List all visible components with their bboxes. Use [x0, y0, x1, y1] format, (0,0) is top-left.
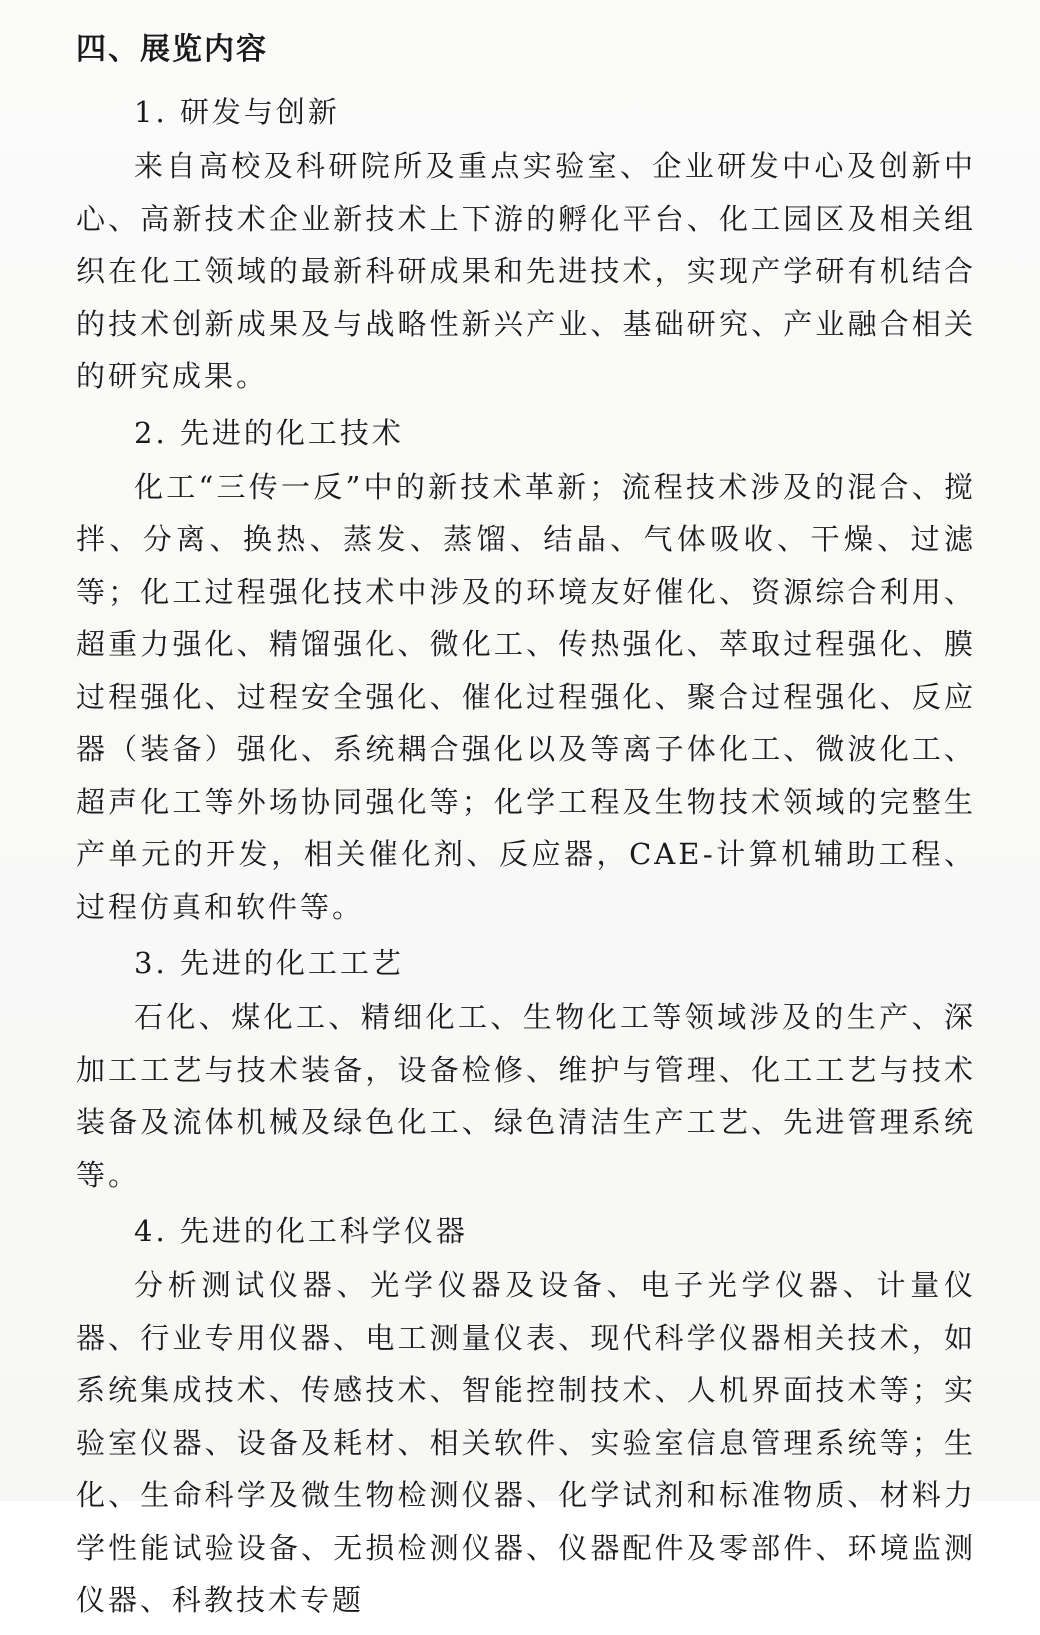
item-title-4: 4. 先进的化工科学仪器 — [134, 1214, 468, 1248]
item-body-4: 分析测试仪器、光学仪器及设备、电子光学仪器、计量仪器、行业专用仪器、电工测量仪表、现代科学仪器相关技术，如系统集成技术、传感技术、智能控制技术、人机界面技术等；实验室仪器、设备及耗材、相关软件、实验室信息管理系统等；生化、生命科学及微生物检测仪器、化学试剂和标准物质、材料力学性能试验设备、无损检测仪器、仪器配件及零部件、环境监测仪器、科教技术专题 — [76, 1268, 976, 1617]
item-title-2: 2. 先进的化工技术 — [134, 415, 404, 450]
item-title-1: 1. 研发与创新 — [134, 95, 340, 129]
item-title-3: 3. 先进的化工工艺 — [134, 946, 404, 980]
item-body-3: 石化、煤化工、精细化工、生物化工等领域涉及的生产、深加工工艺与技术装备，设备检修、维护与管理、化工工艺与技术装备及流体机械及绿色化工、绿色清洁生产工艺、先进管理系统等。 — [76, 1000, 976, 1192]
item-body-1: 来自高校及科研院所及重点实验室、企业研发中心及创新中心、高新技术企业新技术上下游的孵化平台、化工园区及相关组织在化工领域的最新科研成果和先进技术，实现产学研有机结合的技术创新成果及与战略性新兴产业、基础研究、产业融合相关的研究成果。 — [76, 149, 976, 393]
document-content — [76, 28, 976, 1635]
section-title: 四、展览内容 — [76, 32, 268, 67]
item-body-2: 化工“三传一反”中的新技术革新；流程技术涉及的混合、搅拌、分离、换热、蒸发、蒸馏、结晶、气体吸收、干燥、过滤等；化工过程强化技术中涉及的环境友好催化、资源综合利用、超重力强化、精馏强化、微化工、传热强化、萃取过程强化、膜过程强化、过程安全强化、催化过程强化、聚合过程强化、反应器（装备）强化、系统耦合强化以及等离子体化工、微波化工、超声化工等外场协同强化等；化学工程及生物技术领域的完整生产单元的开发，相关催化剂、反应器，CAE-计算机辅助工程、过程仿真和软件等。 — [76, 469, 976, 924]
